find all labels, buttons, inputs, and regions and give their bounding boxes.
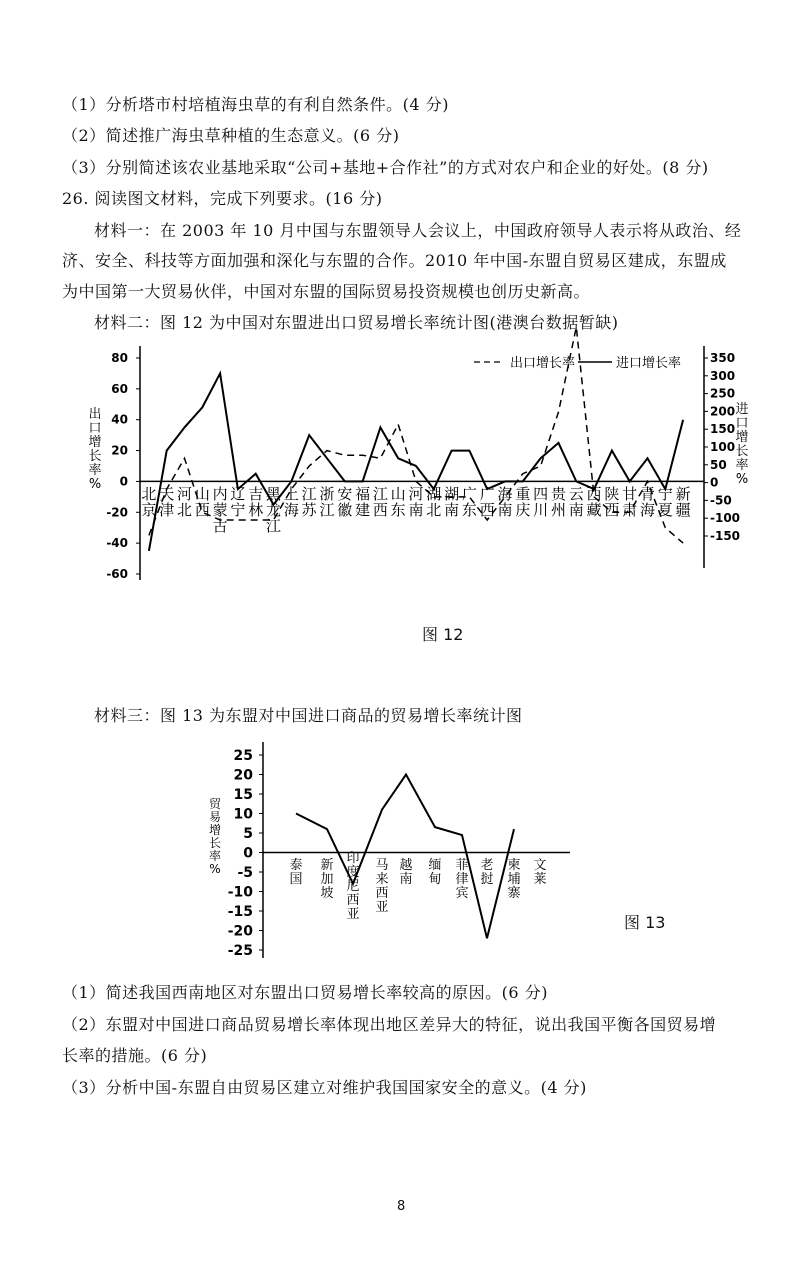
right-tick-label: 50 bbox=[710, 457, 727, 472]
category-label: 内蒙古 bbox=[212, 485, 228, 535]
right-tick-label: 250 bbox=[710, 386, 736, 401]
y-tick-label: 10 bbox=[233, 806, 253, 823]
category-label: 河南 bbox=[408, 485, 424, 519]
country-label: 马来西亚 bbox=[375, 858, 389, 915]
y-tick-label: -20 bbox=[227, 923, 253, 940]
category-label: 重庆 bbox=[515, 485, 531, 519]
right-tick-label: 350 bbox=[710, 351, 736, 365]
category-label: 云南 bbox=[568, 485, 584, 519]
right-tick-label: 200 bbox=[710, 404, 736, 419]
category-label: 江苏 bbox=[301, 485, 317, 519]
question-line-3: （3）分别简述该农业基地采取“公司+基地+合作社”的方式对农户和企业的好处。(8 分) bbox=[62, 158, 709, 177]
category-label: 新疆 bbox=[675, 485, 691, 519]
y-tick-label: -15 bbox=[227, 904, 253, 920]
left-tick-label: -40 bbox=[106, 536, 128, 551]
y-tick-label: 0 bbox=[243, 845, 253, 862]
category-label: 广西 bbox=[479, 485, 495, 519]
category-label: 辽宁 bbox=[230, 485, 246, 519]
left-tick-label: -60 bbox=[106, 567, 128, 581]
figure-13-caption: 图 13 bbox=[624, 913, 666, 932]
category-label: 上海 bbox=[283, 485, 299, 519]
category-label: 吉林 bbox=[248, 485, 264, 519]
category-label: 青海 bbox=[639, 485, 655, 519]
category-label: 湖南 bbox=[444, 485, 460, 519]
country-label: 老挝 bbox=[480, 858, 494, 887]
y-tick-label: 15 bbox=[233, 787, 253, 803]
left-tick-label: -20 bbox=[106, 505, 128, 520]
left-tick-label: 20 bbox=[111, 443, 128, 458]
country-label: 印度尼西亚 bbox=[346, 851, 360, 922]
country-label: 越南 bbox=[399, 858, 413, 887]
y-tick-label: -5 bbox=[237, 865, 253, 881]
question-26-3: （3）分析中国-东盟自由贸易区建立对维护我国国家安全的意义。(4 分) bbox=[62, 1078, 587, 1097]
category-label: 陕西 bbox=[604, 485, 620, 519]
right-tick-label: -50 bbox=[710, 493, 732, 508]
figure-12-caption: 图 12 bbox=[422, 625, 464, 644]
left-axis-label: 出口增长率% bbox=[88, 407, 102, 492]
question-26-heading: 26. 阅读图文材料，完成下列要求。(16 分) bbox=[62, 189, 383, 208]
category-label: 山西 bbox=[194, 485, 210, 519]
right-tick-label: 300 bbox=[710, 368, 736, 383]
right-tick-label: -100 bbox=[710, 511, 741, 526]
legend-export-label: 出口增长率 bbox=[510, 356, 576, 371]
material-3-line: 材料三：图 13 为东盟对中国进口商品的贸易增长率统计图 bbox=[94, 706, 523, 725]
left-tick-label: 0 bbox=[119, 474, 128, 489]
right-axis-label: 进口增长率% bbox=[735, 402, 749, 487]
right-tick-label: 150 bbox=[710, 422, 736, 437]
category-label: 宁夏 bbox=[657, 485, 673, 519]
country-label: 缅甸 bbox=[428, 858, 442, 887]
category-label: 江西 bbox=[372, 485, 388, 519]
legend-import-label: 进口增长率 bbox=[616, 356, 682, 371]
category-label: 甘肃 bbox=[622, 485, 638, 519]
question-26-2-line-2: 长率的措施。(6 分) bbox=[62, 1046, 208, 1065]
left-tick-label: 60 bbox=[111, 381, 128, 396]
category-label: 贵州 bbox=[550, 485, 566, 519]
category-label: 广东 bbox=[461, 485, 477, 519]
right-tick-label: 100 bbox=[710, 440, 736, 454]
category-label: 山东 bbox=[390, 485, 406, 519]
y-axis-label: 贸易增长率% bbox=[208, 797, 222, 876]
trade-growth-line bbox=[296, 775, 514, 939]
category-label: 北京 bbox=[141, 485, 157, 519]
y-tick-label: 5 bbox=[243, 826, 253, 842]
category-label: 天津 bbox=[159, 485, 175, 519]
y-tick-label: 20 bbox=[233, 767, 253, 784]
category-label: 河北 bbox=[177, 485, 193, 519]
category-label: 海南 bbox=[497, 485, 513, 519]
material-1-line-1: 材料一：在 2003 年 10 月中国与东盟领导人会议上，中国政府领导人表示将从政治、经 bbox=[94, 221, 742, 240]
material-2-line: 材料二：图 12 为中国对东盟进出口贸易增长率统计图(港澳台数据暂缺) bbox=[94, 313, 619, 332]
country-label: 泰国 bbox=[289, 858, 303, 887]
category-label: 黑龙江 bbox=[266, 485, 282, 535]
right-tick-label: -150 bbox=[710, 529, 741, 543]
category-label: 湖北 bbox=[426, 485, 442, 519]
right-tick-label: 0 bbox=[710, 475, 719, 490]
question-line-2: （2）简述推广海虫草种植的生态意义。(6 分) bbox=[62, 126, 400, 145]
y-tick-label: -25 bbox=[227, 943, 253, 959]
country-label: 新加坡 bbox=[320, 858, 334, 901]
material-1-line-2: 济、安全、科技等方面加强和深化与东盟的合作。2010 年中国-东盟自贸易区建成，东盟成 bbox=[62, 251, 727, 270]
category-label: 浙江 bbox=[319, 485, 335, 519]
left-tick-label: 80 bbox=[111, 351, 128, 365]
question-26-2-line-1: （2）东盟对中国进口商品贸易增长率体现出地区差异大的特征，说出我国平衡各国贸易增 bbox=[62, 1015, 717, 1034]
left-tick-label: 40 bbox=[111, 412, 128, 427]
question-26-1: （1）简述我国西南地区对东盟出口贸易增长率较高的原因。(6 分) bbox=[62, 983, 548, 1002]
material-1-line-3: 为中国第一大贸易伙伴，中国对东盟的国际贸易投资规模也创历史新高。 bbox=[62, 282, 591, 301]
country-label: 柬埔寨 bbox=[507, 858, 521, 901]
country-label: 文莱 bbox=[533, 858, 547, 887]
country-label: 菲律宾 bbox=[455, 858, 469, 901]
y-tick-label: 25 bbox=[233, 748, 253, 764]
page-number: 8 bbox=[397, 1199, 406, 1214]
category-label: 安徽 bbox=[337, 485, 353, 519]
question-line-1: （1）分析塔市村培植海虫草的有利自然条件。(4 分) bbox=[62, 95, 449, 114]
y-tick-label: -10 bbox=[227, 884, 253, 901]
category-label: 四川 bbox=[533, 485, 549, 519]
category-label: 西藏 bbox=[586, 485, 602, 519]
category-label: 福建 bbox=[355, 485, 371, 519]
